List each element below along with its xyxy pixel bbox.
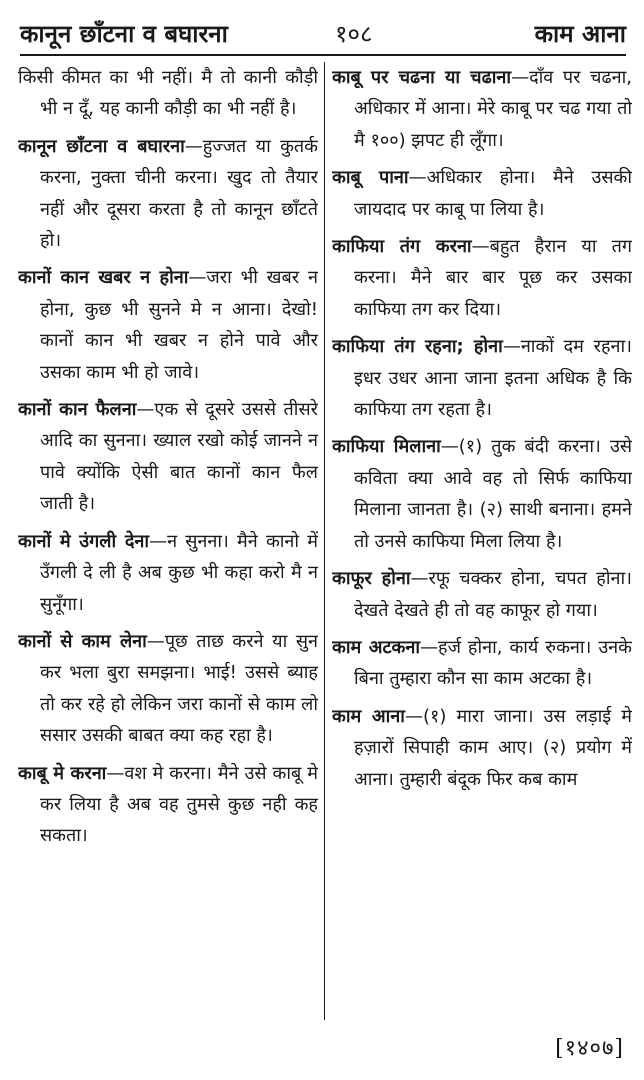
entry-definition: —रफू चक्कर होना, चपत होना। देखते देखते ही तो वह काफूर हो गया।: [354, 568, 632, 621]
dictionary-entry: [332, 701, 632, 795]
entry-headword: काबू पर चढना या चढाना: [332, 67, 512, 88]
page-header: [20, 10, 626, 54]
dictionary-entry: [18, 131, 318, 257]
entry-definition: —हुज्जत या कुतर्क करना, नुक्ता चीनी करना। खुद तो तैयार नहीं और दूसरा करता है तो कानून छाँटते हो।: [40, 135, 318, 252]
entry-headword: कानों कान फैलना: [18, 399, 137, 421]
column-divider: [324, 62, 325, 1020]
right-column: [332, 62, 632, 1020]
entry-definition: —अधिकार होना। मैने उसकी जायदाद पर काबू पा लिया है।: [354, 167, 632, 220]
left-column: [18, 62, 318, 1020]
entry-definition: —पूछ ताछ करने या सुन कर भला बुरा समझना। भाई! उससे ब्याह तो कर रहे हो लेकिन जरा कानों से काम लो ससार उसकी बाबत क्या कह रहा है।: [40, 630, 318, 747]
entry-definition: —हर्ज होना, कार्य रुकना। उनके बिना तुम्हारा कौन सा काम अटका है।: [354, 636, 632, 690]
dictionary-entry: [332, 331, 632, 425]
dictionary-entry: [332, 632, 632, 695]
entry-headword: काफिया तंग रहना; होना: [332, 336, 503, 358]
entry-definition: —न सुनना। मैने कानो में उँगली दे ली है अब कुछ भी कहा करो मै न सुनूँगा।: [40, 530, 318, 615]
entry-definition: —वश मे करना। मैने उसे काबू मे कर लिया है अब वह तुमसे कुछ नही कह सकता।: [40, 762, 318, 847]
dictionary-entry: [18, 626, 318, 752]
entry-headword: कानों से काम लेना: [18, 630, 147, 652]
entry-headword: कानों कान खबर न होना: [18, 267, 189, 289]
dictionary-entry: [18, 62, 318, 125]
entry-definition: —एक से दूसरे उससे तीसरे आदि का सुनना। ख्याल रखो कोई जानने न पावे क्योंकि ऐसी बात कानों कान फैल जाती है।: [40, 399, 318, 515]
entry-definition: —नाकों दम रहना। इधर उधर आना जाना इतना अधिक है कि काफिया तग रहता है।: [354, 336, 632, 421]
running-head-left: कानून छाँटना व बघारना: [20, 19, 228, 48]
dictionary-entry: [332, 431, 632, 557]
dictionary-entry: [18, 262, 318, 388]
entry-headword: काम अटकना: [332, 636, 421, 658]
entry-definition: —दाँव पर चढना, अधिकार में आना। मेरे काबू पर चढ गया तो मै १००) झपट ही लूँगा।: [354, 67, 632, 151]
entry-headword: काबू मे करना: [18, 762, 107, 784]
dictionary-entry: [332, 231, 632, 325]
entry-definition: —(१) मारा जाना। उस लड़ाई मे हज़ारों सिपाही काम आए। (२) प्रयोग में आना। तुम्हारी बंदूक फिर कब काम: [354, 705, 632, 790]
entry-headword: काबू पाना: [332, 167, 409, 189]
entry-headword: कानों मे उंगली देना: [18, 530, 150, 552]
entry-headword: काफूर होना: [332, 568, 411, 590]
entry-definition: —बहुत हैरान या तग करना। मैने बार बार पूछ कर उसका काफिया तग कर दिया।: [354, 236, 632, 320]
page-number: १०८: [335, 20, 373, 48]
entry-headword: कानून छाँटना व बघारना: [18, 135, 185, 157]
dictionary-entry: [332, 162, 632, 225]
dictionary-entry: [332, 563, 632, 626]
entry-definition: —जरा भी खबर न होना, कुछ भी सुनने मे न आना। देखो! कानों कान भी खबर न होने पावे और उसका काम भी हो जावे।: [40, 267, 318, 383]
entry-headword: काफिया तंग करना: [332, 236, 472, 258]
entry-headword: काफिया मिलाना: [332, 436, 441, 458]
entry-definition: —(१) तुक बंदी करना। उसे कविता क्या आवे वह तो सिर्फ काफिया मिलाना जानता है। (२) साथी बनाना। हमने तो उनसे काफिया मिला लिया है।: [354, 436, 632, 552]
folio-number: [१४०७]: [555, 1036, 624, 1061]
dictionary-entry: [332, 62, 632, 156]
dictionary-entry: [18, 394, 318, 520]
dictionary-entry: [18, 526, 318, 620]
entry-definition: किसी कीमत का भी नहीं। मै तो कानी कौड़ी भी न दूँ, यह कानी कौड़ी का भी नहीं है।: [18, 67, 318, 120]
entry-headword: काम आना: [332, 705, 405, 727]
dictionary-entry: [18, 758, 318, 852]
header-rule: [20, 54, 626, 56]
running-head-right: काम आना: [534, 19, 626, 48]
